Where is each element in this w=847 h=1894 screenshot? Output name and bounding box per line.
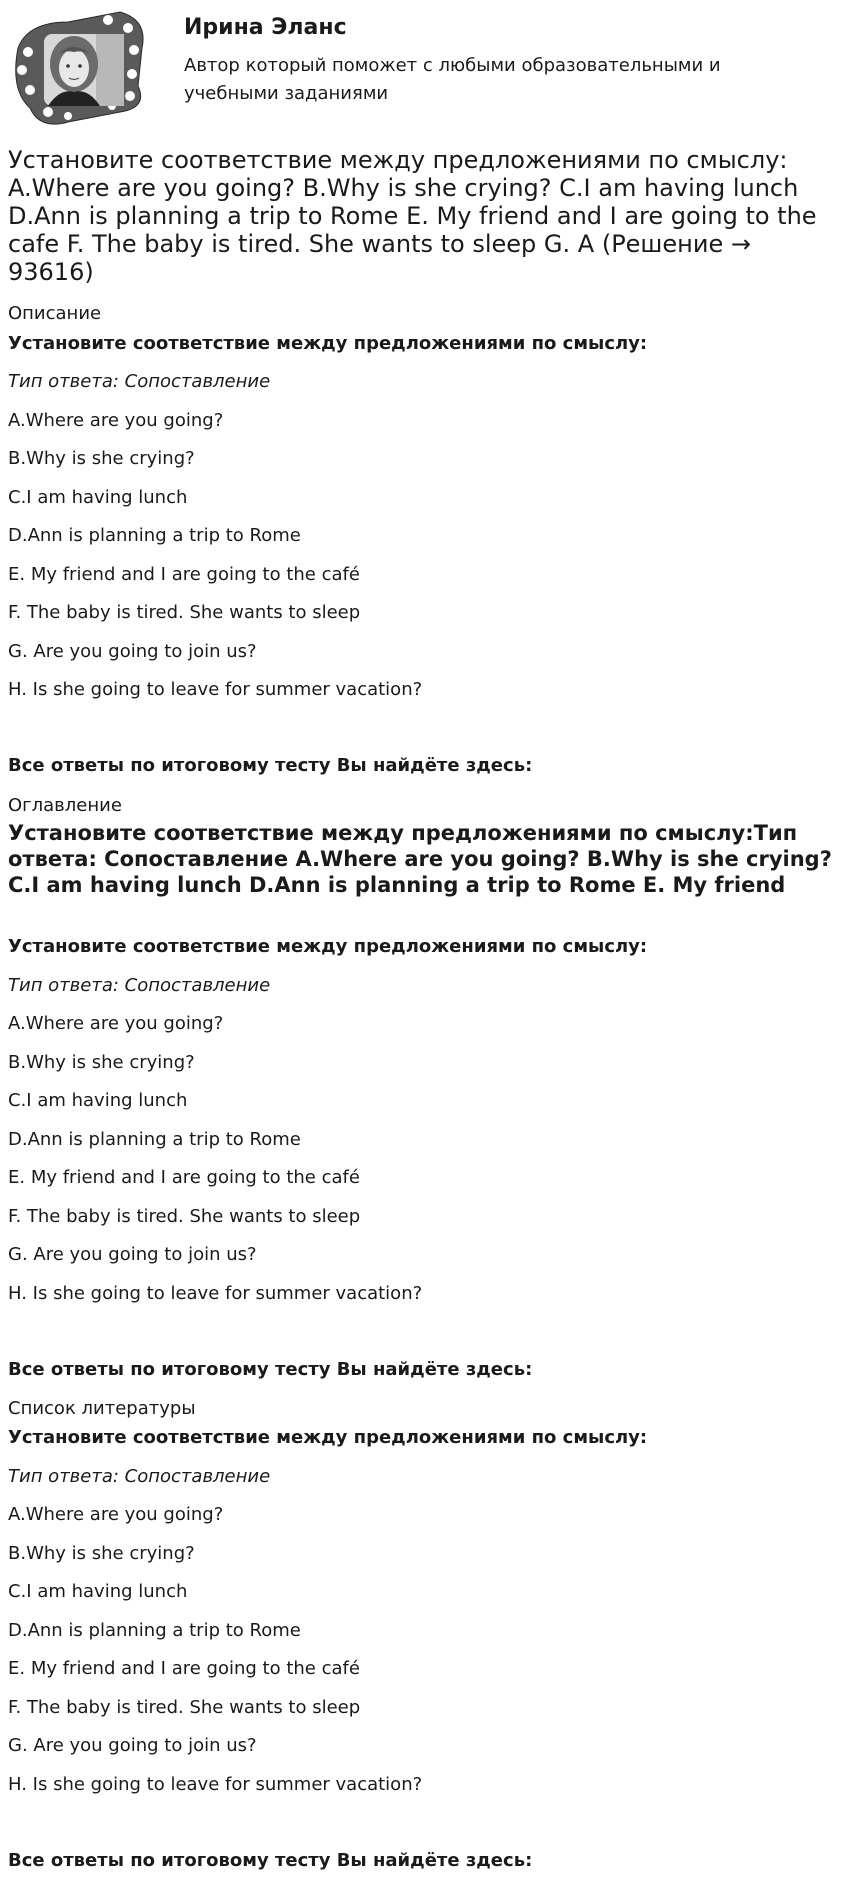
toc-item-a: A.Where are you going? [8, 1013, 224, 1034]
literature-item-c: C.I am having lunch [8, 1581, 188, 1602]
section-label-literature: Список литературы [8, 1398, 196, 1419]
description-item-h: H. Is she going to leave for summer vacation? [8, 679, 423, 700]
toc-item-f: F. The baby is tired. She wants to sleep [8, 1206, 361, 1227]
literature-item-g: G. Are you going to join us? [8, 1735, 257, 1756]
literature-item-f: F. The baby is tired. She wants to sleep [8, 1697, 361, 1718]
description-item-c: C.I am having lunch [8, 487, 188, 508]
toc-block-heading: Установите соответствие между предложениями по смыслу: [8, 936, 648, 957]
toc-item-b: B.Why is she crying? [8, 1052, 195, 1073]
literature-heading: Установите соответствие между предложениями по смыслу: [8, 1427, 648, 1448]
literature-answer-type: Тип ответа: Сопоставление [8, 1466, 271, 1487]
description-item-b: B.Why is she crying? [8, 448, 195, 469]
section-label-toc: Оглавление [8, 795, 122, 816]
literature-item-b: B.Why is she crying? [8, 1543, 195, 1564]
toc-item-e: E. My friend and I are going to the café [8, 1167, 360, 1188]
description-item-e: E. My friend and I are going to the café [8, 564, 360, 585]
toc-answer-type: Тип ответа: Сопоставление [8, 975, 271, 996]
toc-item-c: C.I am having lunch [8, 1090, 188, 1111]
literature-item-a: A.Where are you going? [8, 1504, 224, 1525]
page-title: Установите соответствие между предложениями по смыслу: A.Where are you going? B.Why is she crying? C.I am having lunch D.Ann is planning a trip to Rome E. My friend and I are going to the cafe F. The baby is tired. She wants to sleep G. A (Решение → 93616) [8, 146, 817, 286]
author-description: Автор который поможет с любыми образовательными и учебными заданиями [184, 55, 721, 104]
toc-item-g: G. Are you going to join us? [8, 1244, 257, 1265]
description-item-a: A.Where are you going? [8, 410, 224, 431]
author-avatar[interactable] [8, 8, 150, 128]
toc-heading: Установите соответствие между предложениями по смыслу:Тип ответа: Сопоставление A.Where are you going? B.Why is she crying? C.I am having lunch D.Ann is planning a trip to Rome E. My friend [8, 821, 832, 897]
description-item-f: F. The baby is tired. She wants to sleep [8, 602, 361, 623]
description-footer: Все ответы по итоговому тесту Вы найдёте здесь: [8, 755, 533, 776]
author-name[interactable]: Ирина Эланс [184, 15, 347, 40]
literature-footer: Все ответы по итоговому тесту Вы найдёте здесь: [8, 1850, 533, 1871]
description-item-g: G. Are you going to join us? [8, 641, 257, 662]
author-card [8, 8, 838, 128]
toc-item-d: D.Ann is planning a trip to Rome [8, 1129, 301, 1150]
toc-footer: Все ответы по итоговому тесту Вы найдёте здесь: [8, 1359, 533, 1380]
description-heading: Установите соответствие между предложениями по смыслу: [8, 333, 648, 354]
literature-item-d: D.Ann is planning a trip to Rome [8, 1620, 301, 1641]
literature-item-h: H. Is she going to leave for summer vacation? [8, 1774, 423, 1795]
section-label-description: Описание [8, 303, 102, 324]
literature-item-e: E. My friend and I are going to the café [8, 1658, 360, 1679]
description-item-d: D.Ann is planning a trip to Rome [8, 525, 301, 546]
toc-item-h: H. Is she going to leave for summer vacation? [8, 1283, 423, 1304]
description-answer-type: Тип ответа: Сопоставление [8, 371, 271, 392]
